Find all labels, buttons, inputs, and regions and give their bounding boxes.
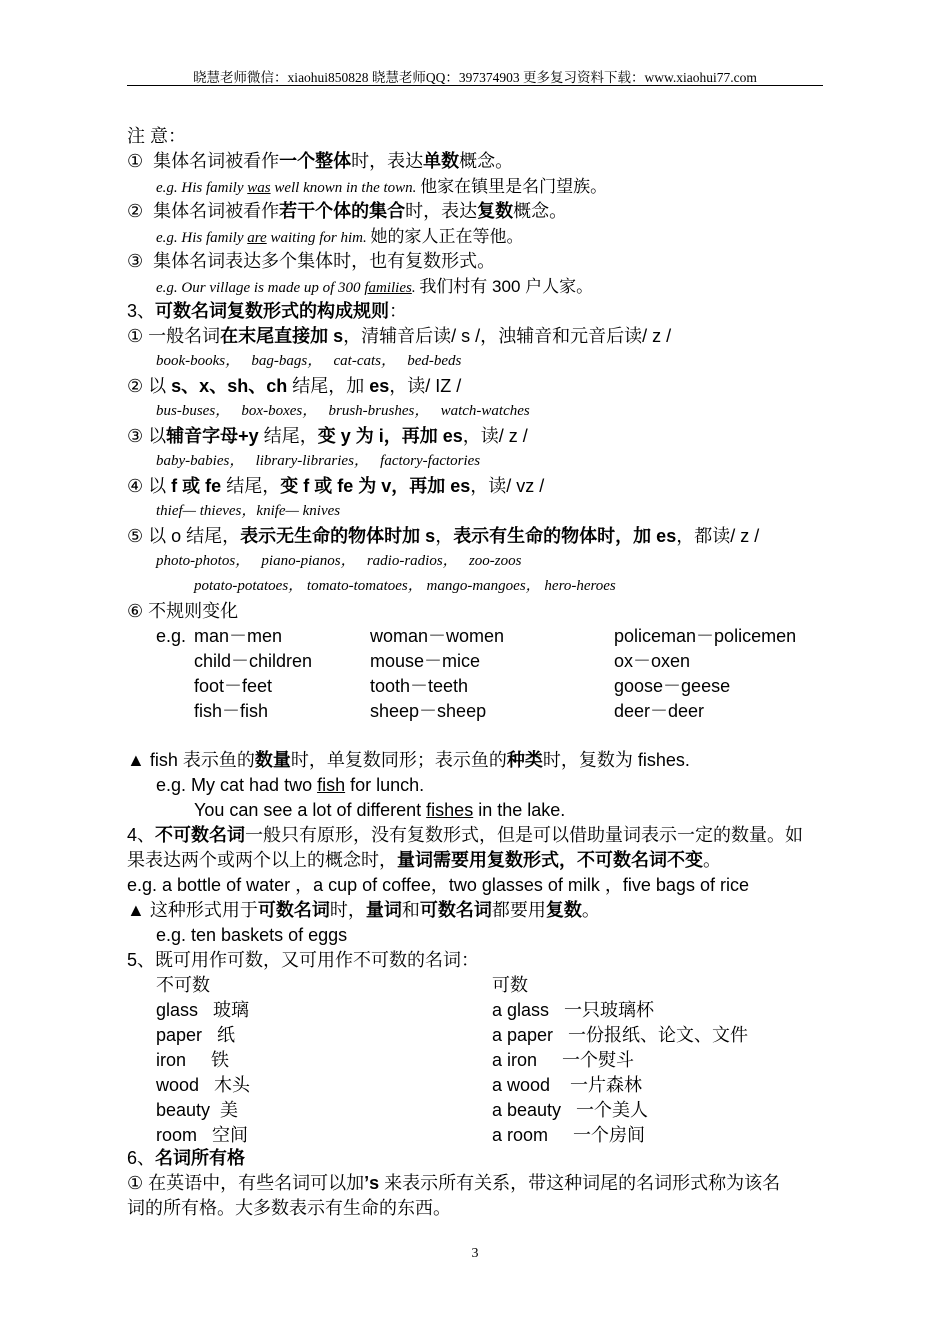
table-cell: ox－oxen [614, 651, 691, 671]
table-cell: a paper 一份报纸、论文、文件 [492, 1025, 749, 1045]
table-cell: woman－women [370, 626, 505, 646]
section-3-heading: 3、可数名词复数形式的构成规则： [127, 301, 408, 321]
page-header: 晓慧老师微信：xiaohui850828 晓慧老师QQ：397374903 更多复习资料下载：www.xiaohui77.com [193, 70, 757, 85]
table-cell: deer－deer [614, 701, 705, 721]
section-4-example: e.g. a bottle of water ，a cup of coffee，two glasses of milk ，five bags of rice [127, 875, 749, 895]
fish-example-1: e.g. My cat had two fish for lunch. [156, 775, 425, 795]
note-3-example: e.g. Our village is made up of 300 families. 我们村有 300 户人家。 [156, 277, 594, 296]
section-4-note: ▲ 这种形式用于可数名词时，量词和可数名词都要用复数。 [127, 900, 600, 920]
rule-1: ① 一般名词在末尾直接加 s，清辅音后读/ s /，浊辅音和元音后读/ z / [127, 326, 672, 346]
table-cell: wood 木头 [156, 1075, 251, 1095]
countable-column-header: 可数 [492, 975, 528, 995]
note-2-example: e.g. His family are waiting for him. 她的家人正在等他。 [156, 227, 524, 246]
table-cell: tooth－teeth [370, 676, 469, 696]
header-divider [127, 85, 823, 86]
rule-4-examples: thief— thieves，knife— knives [156, 503, 341, 519]
table-cell: paper 纸 [156, 1025, 236, 1045]
rule-4: ④ 以 f 或 fe 结尾，变 f 或 fe 为 v，再加 es，读/ vz / [127, 476, 545, 496]
section-4-example-2: e.g. ten baskets of eggs [156, 925, 348, 945]
section-5-heading: 5、既可用作可数，又可用作不可数的名词： [127, 950, 480, 970]
table-cell: glass 玻璃 [156, 1000, 250, 1020]
rule-5: ⑤ 以 o 结尾，表示无生命的物体时加 s，表示有生命的物体时，加 es，都读/ z / [127, 526, 760, 546]
rule-3-examples: baby-babies， library-libraries， factory-factories [156, 453, 481, 469]
table-cell: a wood 一片森林 [492, 1075, 643, 1095]
table-cell: mouse－mice [370, 651, 481, 671]
section-4-line-1: 4、不可数名词一般只有原形，没有复数形式，但是可以借助量词表示一定的数量。如 [127, 825, 804, 845]
fish-example-2: You can see a lot of different fishes in the lake. [194, 800, 566, 820]
table-cell: a glass 一只玻璃杯 [492, 1000, 655, 1020]
rule-2-examples: bus-buses， box-boxes， brush-brushes， watch-watches [156, 403, 530, 419]
table-cell: sheep－sheep [370, 701, 487, 721]
section-6-line-2: 词的所有格。大多数表示有生命的东西。 [127, 1198, 451, 1218]
section-6-heading: 6、名词所有格 [127, 1148, 246, 1168]
note-title: 注 意： [127, 126, 187, 146]
section-4-line-2: 果表达两个或两个以上的概念时，量词需要用复数形式，不可数名词不变。 [127, 850, 721, 870]
page-number: 3 [471, 1246, 479, 1261]
table-cell: fish－fish [194, 701, 269, 721]
table-cell: foot－feet [194, 676, 273, 696]
note-2: ② 集体名词被看作若干个体的集合时，表达复数概念。 [127, 201, 568, 221]
table-cell: a beauty 一个美人 [492, 1100, 649, 1120]
table-cell: a room 一个房间 [492, 1125, 646, 1145]
note-1-example: e.g. His family was well known in the town. 他家在镇里是名门望族。 [156, 177, 608, 196]
rule-3: ③ 以辅音字母+y 结尾，变 y 为 i，再加 es，读/ z / [127, 426, 528, 446]
rule-5-examples-1: photo-photos， piano-pianos， radio-radios， zoo-zoos [156, 553, 522, 569]
uncountable-column-header: 不可数 [156, 975, 210, 995]
table-cell: a iron 一个熨斗 [492, 1050, 635, 1070]
rule-2: ② 以 s、x、sh、ch 结尾，加 es，读/ IZ / [127, 376, 462, 396]
irregular-eg-label: e.g. [156, 626, 187, 646]
table-cell: iron 铁 [156, 1050, 230, 1070]
rule-1-examples: book-books， bag-bags， cat-cats， bed-beds [156, 353, 462, 369]
table-cell: child－children [194, 651, 313, 671]
table-cell: beauty 美 [156, 1100, 239, 1120]
table-cell: goose－geese [614, 676, 731, 696]
rule-5-examples-2: potato-potatoes， tomato-tomatoes， mango-mangoes， hero-heroes [194, 578, 616, 594]
table-cell: man－men [194, 626, 283, 646]
table-cell: policeman－policemen [614, 626, 797, 646]
table-cell: room 空间 [156, 1125, 249, 1145]
section-6-line-1: ① 在英语中，有些名词可以加’s 来表示所有关系，带这种词尾的名词形式称为该名 [127, 1173, 781, 1193]
fish-note: ▲ fish 表示鱼的数量时，单复数同形；表示鱼的种类时，复数为 fishes. [127, 750, 690, 770]
note-3: ③ 集体名词表达多个集体时，也有复数形式。 [127, 251, 496, 271]
rule-6: ⑥ 不规则变化 [127, 601, 239, 621]
note-1: ① 集体名词被看作一个整体时，表达单数概念。 [127, 151, 514, 171]
